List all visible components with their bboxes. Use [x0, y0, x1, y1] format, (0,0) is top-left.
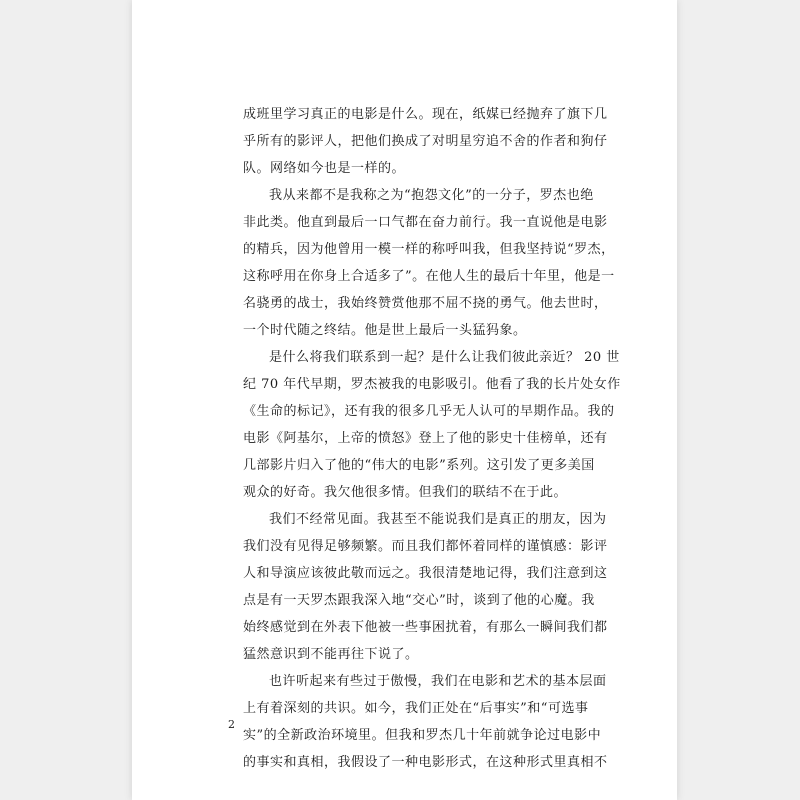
text-line: 也许听起来有些过于傲慢，我们在电影和艺术的基本层面 [269, 674, 607, 689]
text-line: 的精兵，因为他曾用一模一样的称呼叫我，但我坚持说“罗杰， [243, 242, 615, 257]
text-line: 《生命的标记》，还有我的很多几乎无人认可的早期作品。我的 [243, 404, 615, 419]
text-line: 我们没有见得足够频繁。而且我们都怀着同样的谨慎感：影评 [243, 539, 608, 554]
text-line: 队。网络如今也是一样的。 [243, 161, 406, 176]
text-line: 上有着深刻的共识。如今，我们正处在“后事实”和“可选事 [243, 701, 589, 716]
text-line: 的事实和真相，我假设了一种电影形式，在这种形式里真相不 [243, 755, 608, 770]
body-text [243, 101, 621, 776]
text-line: 几部影片归入了他的“伟大的电影”系列。这引发了更多美国 [243, 458, 595, 473]
text-line: 纪 70 年代早期，罗杰被我的电影吸引。他看了我的长片处女作 [243, 377, 621, 392]
text-line: 我从来都不是我称之为“抱怨文化”的一分子，罗杰也绝 [269, 188, 594, 203]
text-line: 名骁勇的战士，我始终赞赏他那不屈不挠的勇气。他去世时， [243, 296, 608, 311]
text-line: 人和导演应该彼此敬而远之。我很清楚地记得，我们注意到这 [243, 566, 608, 581]
text-line: 非此类。他直到最后一口气都在奋力前行。我一直说他是电影 [243, 215, 608, 230]
text-line: 我们不经常见面。我甚至不能说我们是真正的朋友，因为 [269, 512, 607, 527]
text-line: 是什么将我们联系到一起？是什么让我们彼此亲近？ 20 世 [269, 350, 620, 365]
text-line: 成班里学习真正的电影是什么。现在，纸媒已经抛弃了旗下几 [243, 107, 608, 122]
text-line: 始终感觉到在外表下他被一些事困扰着，有那么一瞬间我们都 [243, 620, 608, 635]
text-line: 一个时代随之终结。他是世上最后一头猛犸象。 [243, 323, 527, 338]
text-line: 乎所有的影评人，把他们换成了对明星穷追不舍的作者和狗仔 [243, 134, 608, 149]
book-page [132, 0, 677, 800]
text-line: 猛然意识到不能再往下说了。 [243, 647, 419, 662]
text-line: 电影《阿基尔，上帝的愤怒》登上了他的影史十佳榜单，还有 [243, 431, 608, 446]
text-line: 这称呼用在你身上合适多了”。在他人生的最后十年里，他是一 [243, 269, 615, 284]
page-number: 2 [228, 718, 235, 731]
text-line: 观众的好奇。我欠他很多情。但我们的联结不在于此。 [243, 485, 568, 500]
text-line: 点是有一天罗杰跟我深入地“交心”时，谈到了他的心魔。我 [243, 593, 595, 608]
text-line: 实”的全新政治环境里。但我和罗杰几十年前就争论过电影中 [243, 728, 602, 743]
